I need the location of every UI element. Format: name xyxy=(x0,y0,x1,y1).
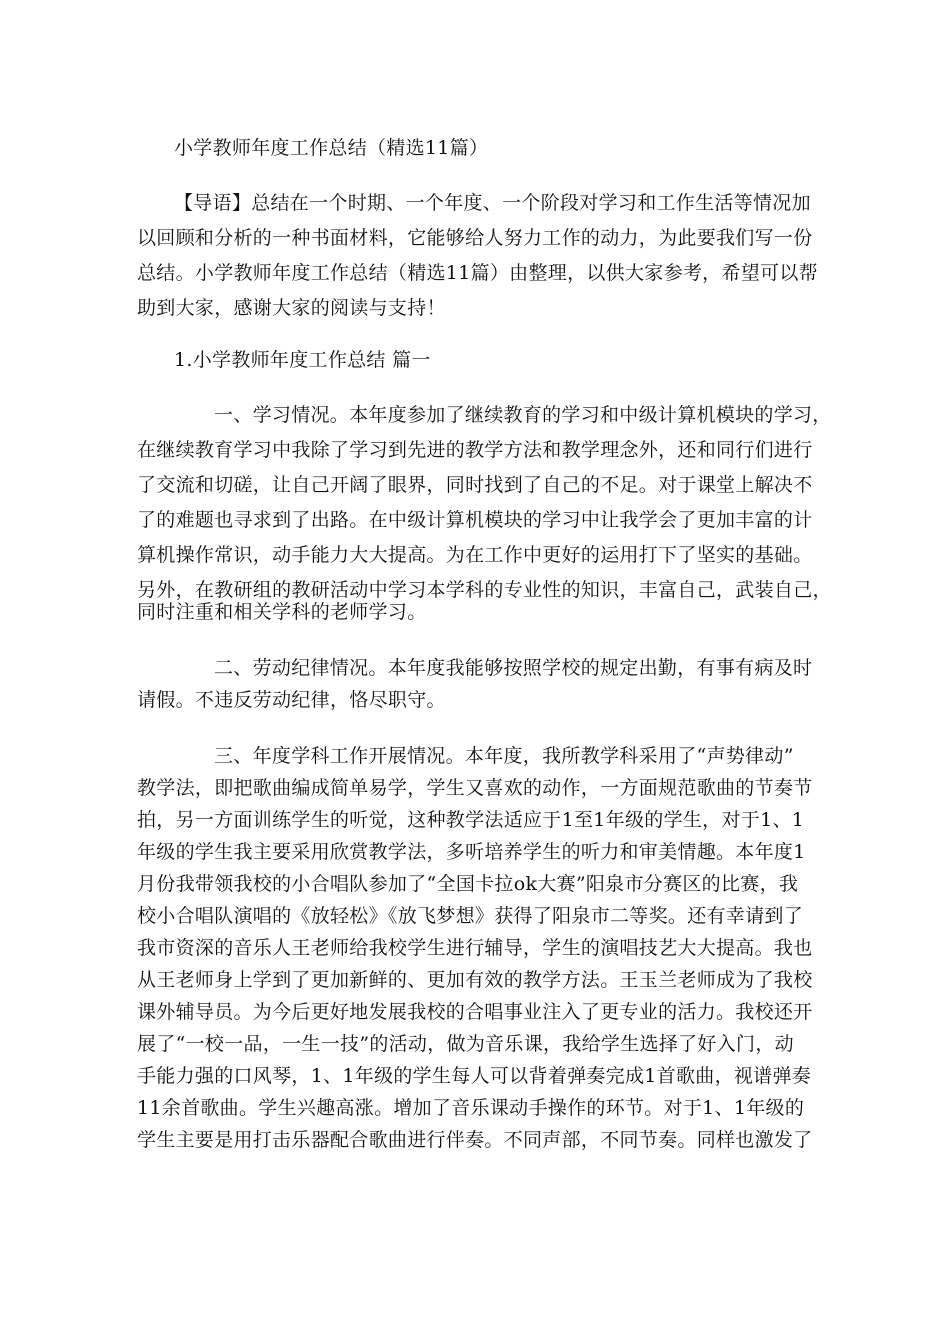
intro-line: 以回顾和分析的一种书面材料，它能够给人努力工作的动力，为此要我们写一份 xyxy=(137,227,813,249)
paragraph3-line: 课外辅导员。为今后更好地发展我校的合唱事业注入了更专业的活力。我校还开 xyxy=(137,1001,813,1023)
paragraph1-line: 在继续教育学习中我除了学习到先进的教学方法和教学理念外，还和同行们进行 xyxy=(137,439,813,461)
intro-line: 总结。小学教师年度工作总结（精选11篇）由整理，以供大家参考，希望可以帮 xyxy=(137,262,818,284)
paragraph1-line: 了交流和切磋，让自己开阔了眼界，同时找到了自己的不足。对于课堂上解决不 xyxy=(137,474,813,496)
paragraph3-line: 月份我带领我校的小合唱队参加了“全国卡拉ok大赛”阳泉市分赛区的比赛，我 xyxy=(137,873,799,895)
paragraph3-line: 手能力强的口风琴，1、1年级的学生每人可以背着弹奏完成1首歌曲，视谱弹奏 xyxy=(137,1065,812,1087)
intro-line: 助到大家，感谢大家的阅读与支持！ xyxy=(137,297,446,319)
paragraph2-line: 二、劳动纪律情况。本年度我能够按照学校的规定出勤，有事有病及时 xyxy=(214,657,813,679)
paragraph1-line: 了的难题也寻求到了出路。在中级计算机模块的学习中让我学会了更加丰富的计 xyxy=(137,509,813,531)
paragraph1-line: 同时注重和相关学科的老师学习。 xyxy=(137,601,427,623)
paragraph3-line: 三、年度学科工作开展情况。本年度，我所教学科采用了“声势律动” xyxy=(214,745,794,767)
paragraph3-line: 学生主要是用打击乐器配合歌曲进行伴奏。不同声部，不同节奏。同样也激发了 xyxy=(137,1129,813,1151)
paragraph3-line: 拍，另一方面训练学生的听觉，这种教学法适应于1至1年级的学生，对于1、1 xyxy=(137,809,805,831)
section-heading: 1.小学教师年度工作总结 篇一 xyxy=(174,349,431,371)
paragraph1-line: 一、学习情况。本年度参加了继续教育的学习和中级计算机模块的学习， xyxy=(214,404,832,426)
paragraph3-line: 我市资深的音乐人王老师给我校学生进行辅导，学生的演唱技艺大大提高。我也 xyxy=(137,937,813,959)
paragraph3-line: 校小合唱队演唱的《放轻松》《放飞梦想》获得了阳泉市二等奖。还有幸请到了 xyxy=(137,905,804,927)
intro-line: 【导语】总结在一个时期、一个年度、一个阶段对学习和工作生活等情况加 xyxy=(174,192,811,214)
paragraph1-line: 另外，在教研组的教研活动中学习本学科的专业性的知识，丰富自己，武装自己， xyxy=(137,579,832,601)
paragraph3-line: 教学法，即把歌曲编成简单易学，学生又喜欢的动作，一方面规范歌曲的节奏节 xyxy=(137,777,813,799)
paragraph3-line: 年级的学生我主要采用欣赏教学法，多听培养学生的听力和审美情趣。本年度1 xyxy=(137,841,806,863)
paragraph3-line: 从王老师身上学到了更加新鲜的、更加有效的教学方法。王玉兰老师成为了我校 xyxy=(137,969,813,991)
paragraph1-line: 算机操作常识，动手能力大大提高。为在工作中更好的运用打下了坚实的基础。 xyxy=(137,544,813,566)
paragraph3-line: 11余首歌曲。学生兴趣高涨。增加了音乐课动手操作的环节。对于1、1年级的 xyxy=(137,1097,805,1119)
paragraph2-line: 请假。不违反劳动纪律，恪尽职守。 xyxy=(137,689,446,711)
paragraph3-line: 展了“一校一品，一生一技”的活动，做为音乐课，我给学生选择了好入门，动 xyxy=(137,1033,794,1055)
document-title: 小学教师年度工作总结（精选11篇） xyxy=(174,137,489,159)
